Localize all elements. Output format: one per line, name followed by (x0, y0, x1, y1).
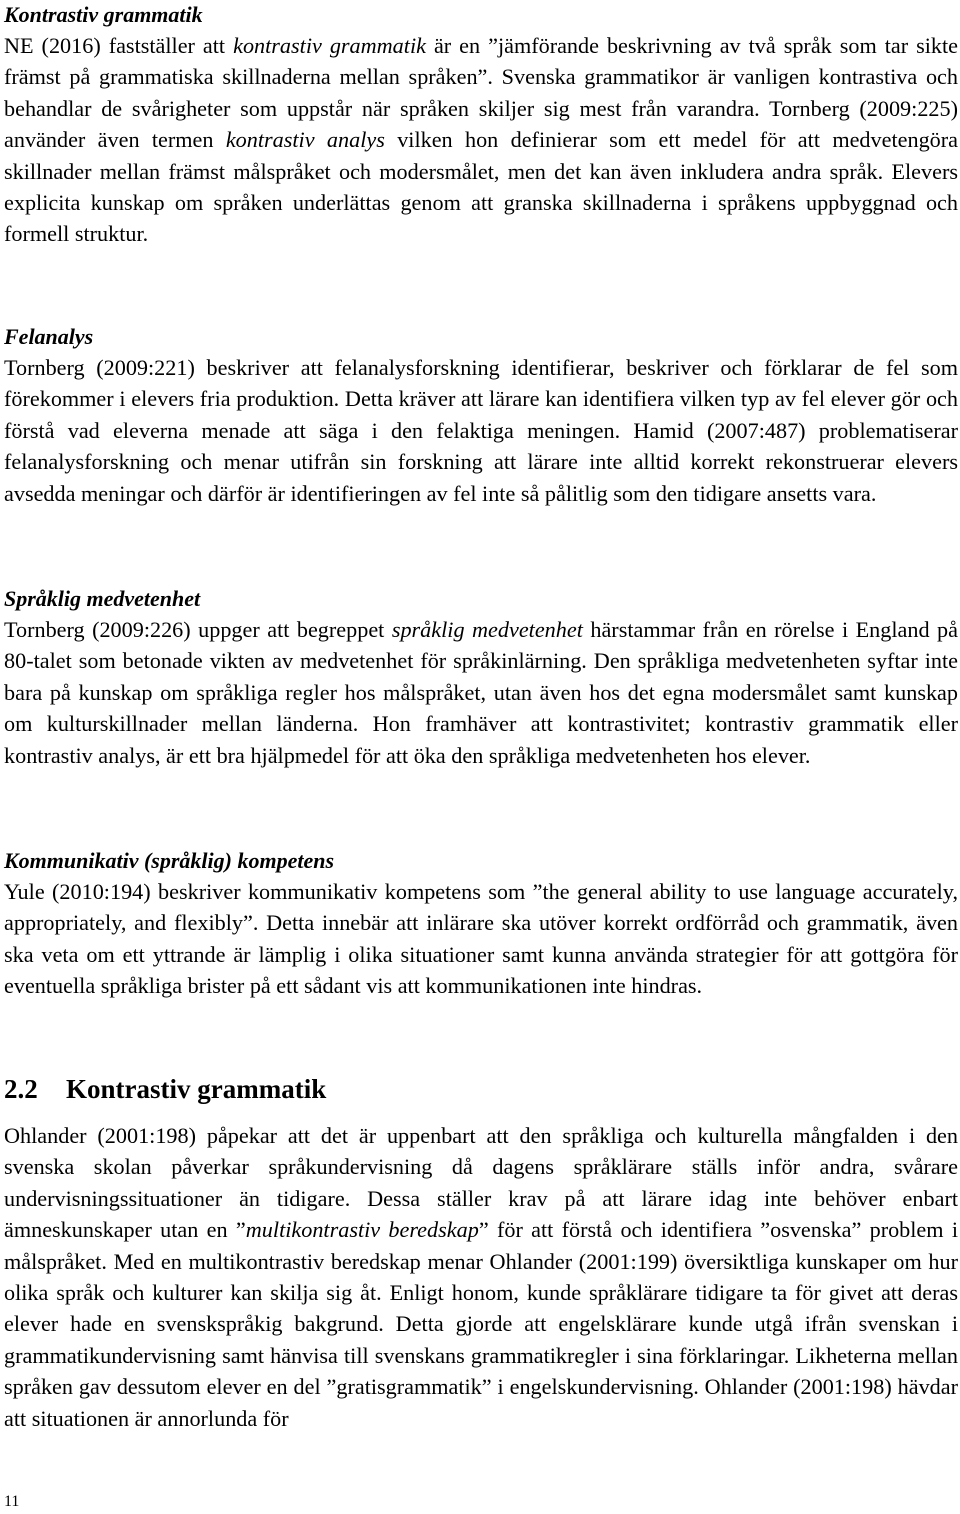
chapter-2-2 (4, 1072, 958, 1434)
section-kontrastiv-grammatik (4, 0, 958, 250)
term-italic: multikontrastiv beredskap (245, 1217, 479, 1243)
section-heading: Kommunikativ (språklig) kompetens (4, 848, 335, 873)
section-paragraph: Tornberg (2009:226) uppger att begreppet språklig medvetenhet härstammar från en rörelse i England på 80-talet som betonade vikten av medvetenhet för språkinlärning. Den språkliga medvetenheten syftar inte bara på kunskap om språkliga regler hos målspråket, utan även hos det egna modersmålet samt kunskap om kulturskillnader mellan länderna. Hon framhäver att kontrastivitet; kontrastiv grammatik eller kontrastiv analys, är ett bra hjälpmedel för att öka den språkliga medvetenheten hos elever. (4, 617, 958, 768)
chapter-heading (4, 1072, 958, 1106)
term-italic: kontrastiv analys (225, 127, 385, 153)
term-italic: språklig medvetenhet (391, 617, 583, 642)
page-number: 11 (4, 1493, 20, 1510)
section-paragraph: Tornberg (2009:221) beskriver att felanalysforskning identifierar, beskriver och förklarar de fel som förekommer i elevers fria produktion. Detta kräver att lärare kan identifiera vilken typ av fel elever gör och förstå vad eleverna menade att säga i den felaktiga meningen. Hamid (2007:487) problematiserar felanalysforskning och menar utifrån sin forskning att lärare inte alltid korrekt rekonstruerar elevers avsedda meningar och därför är identifieringen av fel inte så pålitlig som den tidigare ansetts vara. (4, 355, 958, 506)
section-paragraph: NE (2016) fastställer att kontrastiv grammatik är en ”jämförande beskrivning av två språk som tar sikte främst på grammatiska skillnaderna mellan språken”. Svenska grammatikor är vanligen kontrastiva och behandlar de svårigheter som uppstår när språken skiljer sig mest från varandra. Tornberg (2009:225) använder även termen kontrastiv analys vilken hon definierar som ett medel för att medvetengöra skillnader mellan främst målspråket och modersmålet, men det kan även inkludera andra språk. Elevers explicita kunskap om språken underlättas genom att granska skillnaderna i språkens uppbyggnad och formell struktur. (4, 33, 959, 247)
chapter-title: Kontrastiv grammatik (66, 1074, 327, 1104)
section-heading: Kontrastiv grammatik (4, 2, 203, 27)
section-felanalys (4, 322, 958, 509)
section-kommunikativ-kompetens (4, 846, 958, 1002)
chapter-number: 2.2 (4, 1074, 38, 1104)
section-heading: Felanalys (4, 324, 94, 349)
chapter-paragraph: Ohlander (2001:198) påpekar att det är uppenbart att den språkliga och kulturella mångfalden i den svenska skolan påverkar språkundervisning då dagens språklärare ställs inför andra, svårare undervisningssituationer än tidigare. Dessa ställer krav på att lärare idag inte behöver enbart ämneskunskaper utan en ”multikontrastiv beredskap” för att förstå och identifiera ”osvenska” problem i målspråket. Med en multikontrastiv beredskap menar Ohlander (2001:199) översiktliga kunskaper om hur olika språk och kulturer kan skilja sig åt. Enligt honom, kunde språklärare tidigare ta för givet att deras elever hade en svenskspråkig bakgrund. Detta gjorde att engelsklärare kunde utgå ifrån svenskan i grammatikundervisning samt hänvisa till svenskans grammatikregler i sina förklaringar. Likheterna mellan språken gav dessutom elever en del ”gratisgrammatik” i engelskundervisning. Ohlander (2001:198) hävdar att situationen är annorlunda för (4, 1123, 959, 1431)
term-italic: kontrastiv grammatik (233, 33, 426, 58)
section-spraklig-medvetenhet (4, 584, 958, 771)
section-heading: Språklig medvetenhet (4, 586, 201, 611)
section-paragraph: Yule (2010:194) beskriver kommunikativ kompetens som ”the general ability to use language accurately, appropriately, and flexibly”. Detta innebär att inlärare ska utöver korrekt ordförråd och grammatik, även ska veta om ett yttrande är lämplig i olika situationer samt kunna använda strategier för att gottgöra för eventuella språkliga brister på ett sådant vis att kommunikationen inte hindras. (4, 879, 958, 999)
